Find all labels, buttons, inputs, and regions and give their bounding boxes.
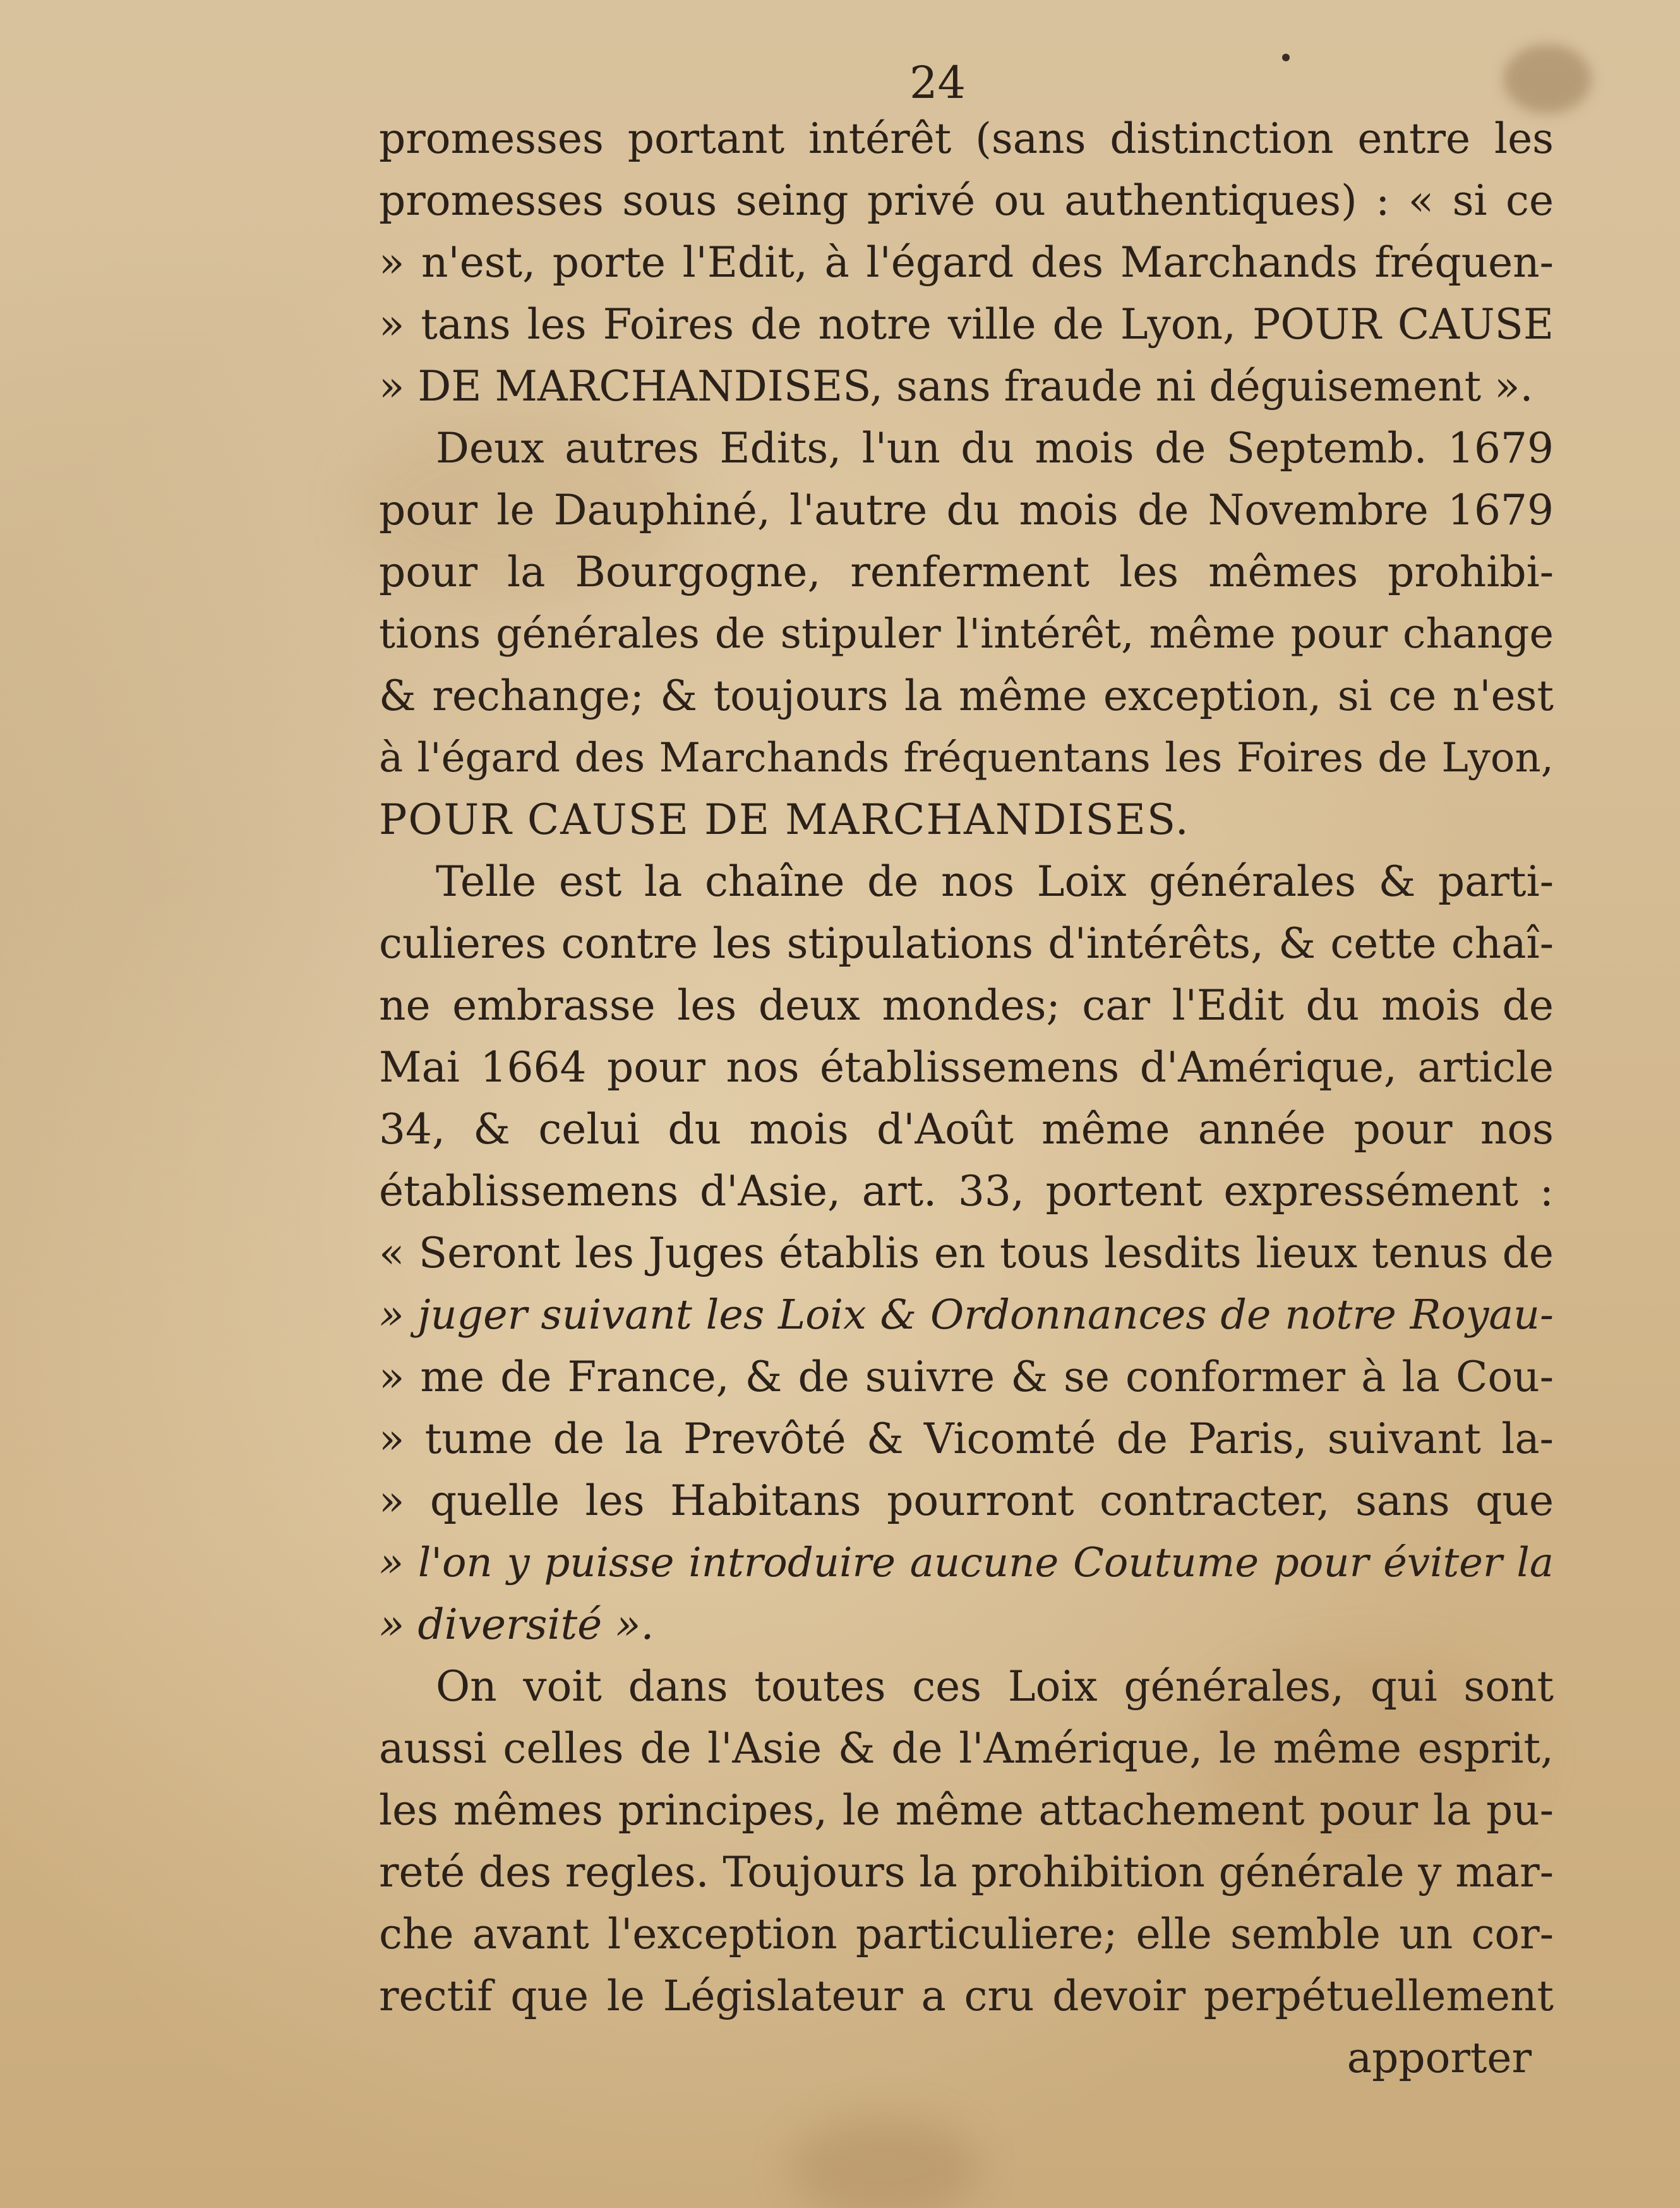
text-line: pour le Dauphiné, l'autre du mois de Novembre 1679 bbox=[379, 486, 1554, 534]
text-line: » juger suivant les Loix & Ordonnances de notre Royau- bbox=[379, 1291, 1554, 1339]
text-line: » me de France, & de suivre & se conformer à la Cou- bbox=[379, 1353, 1554, 1401]
text-line: » n'est, porte l'Edit, à l'égard des Marchands fréquen- bbox=[379, 238, 1554, 287]
text-line: & rechange; & toujours la même exception, si ce n'est bbox=[379, 672, 1554, 720]
text-line: 34, & celui du mois d'Août même année pour nos bbox=[379, 1105, 1554, 1154]
text-line: établissemens d'Asie, art. 33, portent expressément : bbox=[379, 1167, 1554, 1216]
text-line: promesses sous seing privé ou authentiques) : « si ce bbox=[379, 176, 1554, 225]
text-line: « Seront les Juges établis en tous lesdits lieux tenus de bbox=[379, 1229, 1554, 1277]
text-line: » quelle les Habitans pourront contracter, sans que bbox=[379, 1476, 1554, 1525]
text-line: che avant l'exception particuliere; elle semble un cor- bbox=[379, 1910, 1554, 1958]
text-line: pour la Bourgogne, renferment les mêmes prohibi- bbox=[379, 548, 1554, 596]
text-line: les mêmes principes, le même attachement pour la pu- bbox=[379, 1786, 1554, 1835]
catchword: apporter bbox=[1347, 2034, 1532, 2082]
text-line: promesses portant intérêt (sans distinction entre les bbox=[379, 114, 1554, 163]
text-line: » tume de la Prevôté & Vicomté de Paris, suivant la- bbox=[379, 1415, 1554, 1463]
text-line: rectif que le Législateur a cru devoir perpétuellement bbox=[379, 1972, 1554, 2020]
text-line: culieres contre les stipulations d'intérêts, & cette chaî- bbox=[379, 919, 1554, 968]
text-line: » DE MARCHANDISES, sans fraude ni déguisement ». bbox=[379, 362, 1533, 411]
text-line: POUR CAUSE DE MARCHANDISES. bbox=[379, 795, 1190, 844]
text-line: » l'on y puisse introduire aucune Coutume pour éviter la bbox=[379, 1540, 1554, 1586]
text-line: » diversité ». bbox=[379, 1600, 654, 1649]
text-line: Mai 1664 pour nos établissemens d'Amérique, article bbox=[379, 1043, 1554, 1092]
text-line: aussi celles de l'Asie & de l'Amérique, le même esprit, bbox=[379, 1724, 1554, 1773]
stain bbox=[1503, 44, 1592, 114]
text-line: Deux autres Edits, l'un du mois de Septemb. 1679 bbox=[436, 424, 1554, 473]
page-number: 24 bbox=[909, 57, 966, 109]
text-line: à l'égard des Marchands fréquentans les Foires de Lyon, bbox=[379, 735, 1554, 781]
ink-dot bbox=[1282, 54, 1290, 61]
text-line: ne embrasse les deux mondes; car l'Edit du mois de bbox=[379, 981, 1554, 1030]
text-line: » tans les Foires de notre ville de Lyon, POUR CAUSE bbox=[379, 300, 1554, 349]
text-line: tions générales de stipuler l'intérêt, même pour change bbox=[379, 610, 1554, 658]
stain bbox=[789, 2116, 979, 2208]
text-line: On voit dans toutes ces Loix générales, qui sont bbox=[436, 1662, 1554, 1711]
text-line: reté des regles. Toujours la prohibition générale y mar- bbox=[379, 1848, 1554, 1897]
text-line: Telle est la chaîne de nos Loix générales & parti- bbox=[436, 857, 1554, 906]
